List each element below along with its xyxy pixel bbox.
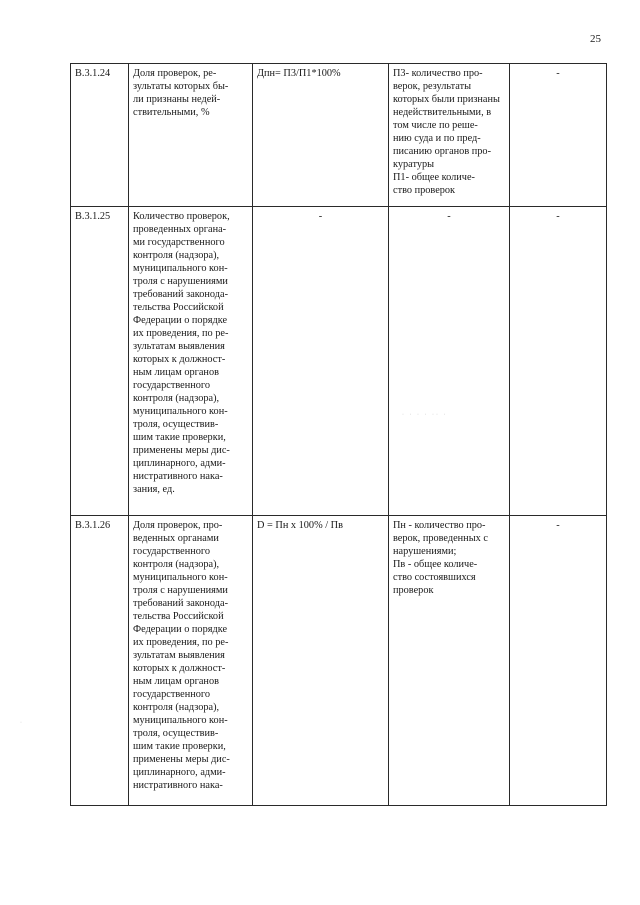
- text-line: циплинарного, адми-: [133, 458, 226, 469]
- indicator-notes: [389, 516, 510, 806]
- text-line: ми государственного: [133, 237, 225, 248]
- indicator-formula: D = Пн х 100% / Пв: [253, 516, 389, 806]
- text-line: применены меры дис-: [133, 445, 230, 456]
- text-line: куратуры: [393, 159, 435, 170]
- text-line: которых были признаны: [393, 94, 500, 105]
- text-line: ствительными, %: [133, 107, 210, 118]
- page-number: 25: [590, 33, 601, 45]
- text-line: проверок: [393, 585, 434, 596]
- text-line: зультатам выявления: [133, 341, 225, 352]
- text-line: веденных органами: [133, 533, 219, 544]
- text-line: верок, проведенных с: [393, 533, 488, 544]
- text-line: Пв - общее количе-: [393, 559, 478, 570]
- text-line: троля с нарушениями: [133, 585, 228, 596]
- text-line: контроля (надзора),: [133, 702, 220, 713]
- text-line: тельства Российской: [133, 611, 224, 622]
- text-line: их проведения, по ре-: [133, 328, 229, 339]
- text-line: троля с нарушениями: [133, 276, 228, 287]
- table-row: [71, 64, 607, 207]
- text-line: требований законода-: [133, 598, 228, 609]
- text-line: зультатам выявления: [133, 650, 225, 661]
- text-line: ным лицам органов: [133, 367, 219, 378]
- table-row: [71, 207, 607, 516]
- text-line: применены меры дис-: [133, 754, 230, 765]
- indicator-code: В.3.1.26: [71, 516, 129, 806]
- text-line: контроля (надзора),: [133, 559, 220, 570]
- text-line: требований законода-: [133, 289, 228, 300]
- text-line: троля, осуществив-: [133, 728, 219, 739]
- text-line: муниципального кон-: [133, 263, 228, 274]
- text-line: контроля (надзора),: [133, 393, 220, 404]
- indicator-code: В.3.1.24: [71, 64, 129, 207]
- scan-noise: ·: [20, 720, 24, 726]
- text-line: Пн - количество про-: [393, 520, 486, 531]
- text-line: нарушениями;: [393, 546, 457, 557]
- text-line: ство состоявшихся: [393, 572, 476, 583]
- text-line: их проведения, по ре-: [133, 637, 229, 648]
- text-line: троля, осуществив-: [133, 419, 219, 430]
- text-line: том числе по реше-: [393, 120, 478, 131]
- indicator-notes: [389, 64, 510, 207]
- scan-noise: · · · · ·· ·: [402, 412, 448, 418]
- text-line: ство проверок: [393, 185, 456, 196]
- text-line: ным лицам органов: [133, 676, 219, 687]
- indicator-formula: Дпн= П3/П1*100%: [253, 64, 389, 207]
- text-line: тельства Российской: [133, 302, 224, 313]
- text-line: писанию органов про-: [393, 146, 491, 157]
- text-line: государственного: [133, 546, 210, 557]
- text-line: нию суда и по пред-: [393, 133, 481, 144]
- text-line: Федерации о порядке: [133, 624, 228, 635]
- text-line: верок, результаты: [393, 81, 472, 92]
- text-line: Федерации о порядке: [133, 315, 228, 326]
- text-line: муниципального кон-: [133, 406, 228, 417]
- text-line: которых к должност-: [133, 354, 226, 365]
- text-line: муниципального кон-: [133, 572, 228, 583]
- text-line: государственного: [133, 380, 210, 391]
- indicator-notes: -: [389, 207, 510, 516]
- text-line: шим такие проверки,: [133, 741, 226, 752]
- indicator-extra: -: [510, 64, 607, 207]
- text-line: Количество проверок,: [133, 211, 230, 222]
- text-line: циплинарного, адми-: [133, 767, 226, 778]
- indicator-criterion: [129, 64, 253, 207]
- text-line: П3- количество про-: [393, 68, 483, 79]
- text-line: нистративного нака-: [133, 471, 223, 482]
- text-line: П1- общее количе-: [393, 172, 475, 183]
- indicator-extra: -: [510, 516, 607, 806]
- text-line: которых к должност-: [133, 663, 226, 674]
- text-line: муниципального кон-: [133, 715, 228, 726]
- text-line: недействительными, в: [393, 107, 492, 118]
- text-line: проведенных органа-: [133, 224, 227, 235]
- indicator-extra: -: [510, 207, 607, 516]
- text-line: контроля (надзора),: [133, 250, 220, 261]
- indicator-formula: -: [253, 207, 389, 516]
- text-line: зания, ед.: [133, 484, 175, 495]
- indicator-criterion: [129, 207, 253, 516]
- table-row: [71, 516, 607, 806]
- indicator-table: [70, 63, 607, 806]
- text-line: зультаты которых бы-: [133, 81, 229, 92]
- indicator-criterion: [129, 516, 253, 806]
- indicator-code: В.3.1.25: [71, 207, 129, 516]
- text-line: государственного: [133, 689, 210, 700]
- text-line: шим такие проверки,: [133, 432, 226, 443]
- text-line: ли признаны недей-: [133, 94, 221, 105]
- text-line: Доля проверок, ре-: [133, 68, 217, 79]
- text-line: Доля проверок, про-: [133, 520, 223, 531]
- text-line: нистративного нака-: [133, 780, 223, 791]
